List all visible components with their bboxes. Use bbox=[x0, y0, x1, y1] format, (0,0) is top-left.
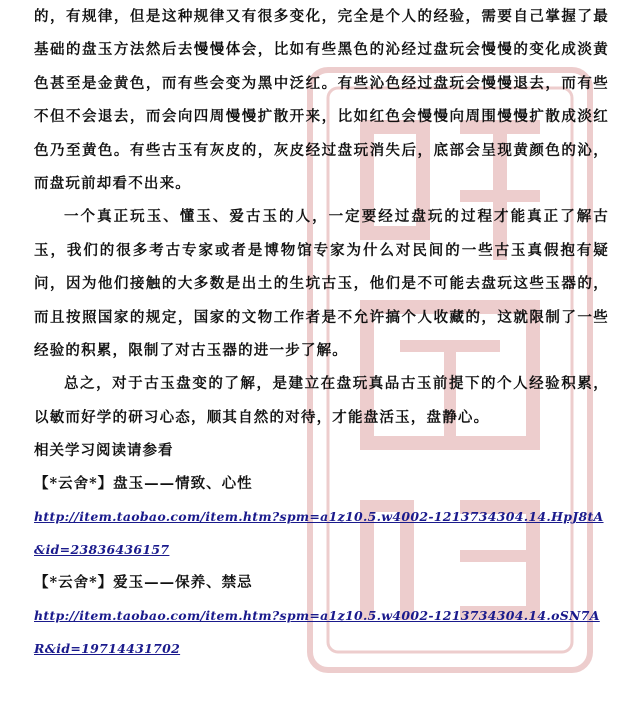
related-item-title: 【*云舍*】盘玉——情致、心性 bbox=[34, 475, 253, 493]
related-item-title: 【*云舍*】爱玉——保养、禁忌 bbox=[34, 574, 253, 592]
related-item-link[interactable]: http://item.taobao.com/item.htm?spm=a1z10.5.w4002-1213734304.14.oSN7AR&id=19714431702 bbox=[34, 608, 600, 657]
related-item-2 bbox=[34, 566, 609, 665]
paragraph-2: 一个真正玩玉、懂玉、爱古玉的人，一定要经过盘玩的过程才能真正了解古玉，我们的很多考古专家或者是博物馆专家为什么对民间的一些古玉真假抱有疑问，因为他们接触的大多数是出土的生坑古玉，他们是不可能去盘玩这些玉器的，而且按照国家的规定，国家的文物工作者是不允许搞个人收藏的，这就限制了一些经验的积累，限制了对古玉器的进一步了解。 bbox=[34, 208, 609, 360]
related-reading-heading: 相关学习阅读请参看 bbox=[34, 442, 174, 460]
related-item-1 bbox=[34, 467, 609, 566]
paragraph-3: 总之，对于古玉盘变的了解，是建立在盘玩真品古玉前提下的个人经验积累，以敏而好学的研习心态，顺其自然的对待，才能盘活玉，盘静心。 bbox=[34, 375, 609, 426]
paragraph-1: 的，有规律，但是这种规律又有很多变化，完全是个人的经验，需要自己掌握了最基础的盘玉方法然后去慢慢体会，比如有些黑色的沁经过盘玩会慢慢的变化成淡黄色甚至是金黄色，而有些会变为黑中泛红。有些沁色经过盘玩会慢慢退去，而有些不但不会退去，而会向四周慢慢扩散开来，比如红色会慢慢向周围慢慢扩散成淡红色乃至黄色。有些古玉有灰皮的，灰皮经过盘玩消失后，底部会呈现黄颜色的沁，而盘玩前却看不出来。 bbox=[34, 8, 609, 193]
document-body bbox=[34, 0, 609, 665]
related-item-link[interactable]: http://item.taobao.com/item.htm?spm=a1z10.5.w4002-1213734304.14.HpJ8tA&id=23836436157 bbox=[34, 509, 604, 558]
